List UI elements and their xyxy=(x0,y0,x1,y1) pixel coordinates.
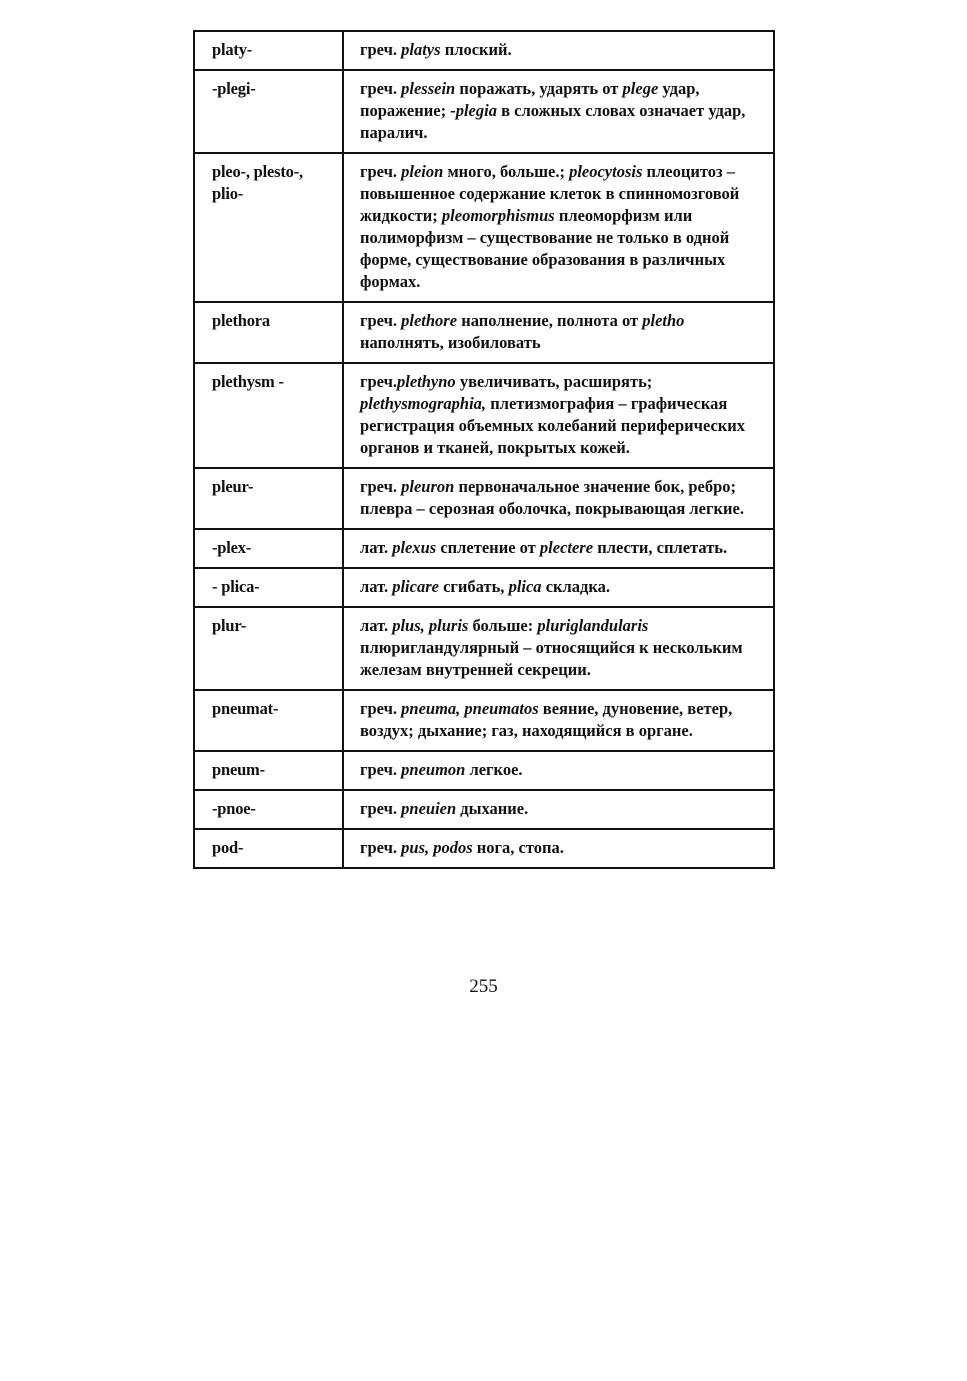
definition-text: увеличивать, расширять; xyxy=(455,372,653,391)
table-row xyxy=(194,751,774,790)
definition-text: нога, стопа. xyxy=(472,838,564,857)
definition-latin-term: pneuien xyxy=(401,799,457,818)
definition-text: греч. xyxy=(360,699,402,718)
definition-latin-term: plethysmographia, xyxy=(360,394,487,413)
definition-text: плетизмография – графическая регистрация объемных колебаний периферических органов и тканей, покрытых кожей. xyxy=(360,394,746,457)
definition-cell xyxy=(343,607,774,690)
definition-latin-term: plege xyxy=(622,79,659,98)
definition-text: веяние, дуновение, ветер, воздух; дыхание; газ, находящийся в органе. xyxy=(360,699,733,740)
definition-text: сплетение от xyxy=(436,538,540,557)
definition-cell xyxy=(343,153,774,302)
definition-latin-term: plica xyxy=(508,577,542,596)
definition-text: удар, поражение; xyxy=(360,79,700,120)
term-cell: plethysm - xyxy=(194,363,343,468)
table-row xyxy=(194,70,774,153)
term-cell: pod- xyxy=(194,829,343,868)
term-cell: plur- xyxy=(194,607,343,690)
definition-latin-term: plus, pluris xyxy=(392,616,469,635)
definition-cell xyxy=(343,751,774,790)
definition-text: плеоморфизм или полиморфизм – существование не только в одной форме, существование образования в различных формах. xyxy=(360,206,730,291)
definition-text: плеоцитоз – повышенное содержание клеток в спинномозговой жидкости; xyxy=(360,162,740,225)
definition-text: первоначальное значение бок, ребро; плевра – серозная оболочка, покрывающая легкие. xyxy=(360,477,744,518)
definition-cell xyxy=(343,829,774,868)
definition-cell xyxy=(343,31,774,70)
definition-latin-term: plethyno xyxy=(397,372,456,391)
definition-cell xyxy=(343,468,774,529)
definition-text: поражать, ударять от xyxy=(455,79,623,98)
definition-text: складка. xyxy=(541,577,611,596)
table-row xyxy=(194,153,774,302)
definition-latin-term: pleomorphismus xyxy=(441,206,555,225)
definition-text: много, больше.; xyxy=(443,162,570,181)
table-row xyxy=(194,790,774,829)
definition-latin-term: pleuron xyxy=(401,477,455,496)
term-cell: pneumat- xyxy=(194,690,343,751)
definition-text: греч. xyxy=(360,40,402,59)
definition-latin-term: pleocytosis xyxy=(569,162,643,181)
definition-text: греч. xyxy=(360,838,402,857)
term-cell: pleur- xyxy=(194,468,343,529)
table-row xyxy=(194,607,774,690)
definition-text: наполнение, полнота от xyxy=(457,311,643,330)
term-cell: - plica- xyxy=(194,568,343,607)
definition-latin-term: pleion xyxy=(401,162,444,181)
definition-text: в сложных словах означает удар, паралич. xyxy=(360,101,746,142)
definition-text: греч. xyxy=(360,799,402,818)
definition-latin-term: plexus xyxy=(392,538,437,557)
table-row xyxy=(194,468,774,529)
definition-text: больше: xyxy=(468,616,538,635)
definition-latin-term: plicare xyxy=(392,577,439,596)
definition-text: греч. xyxy=(360,372,398,391)
definition-latin-term: pus, podos xyxy=(401,838,473,857)
definition-latin-term: pluriglandularis xyxy=(537,616,649,635)
glossary-table xyxy=(193,30,775,869)
definition-text: лат. xyxy=(360,538,393,557)
table-row xyxy=(194,829,774,868)
definition-text: греч. xyxy=(360,477,402,496)
definition-text: плести, сплетать. xyxy=(593,538,728,557)
definition-cell xyxy=(343,529,774,568)
definition-text: греч. xyxy=(360,79,402,98)
definition-latin-term: pneumon xyxy=(401,760,466,779)
definition-latin-term: plessein xyxy=(401,79,456,98)
definition-text: лат. xyxy=(360,616,393,635)
definition-text: сгибать, xyxy=(438,577,509,596)
definition-text: легкое. xyxy=(465,760,523,779)
definition-cell xyxy=(343,790,774,829)
definition-text: греч. xyxy=(360,760,402,779)
definition-latin-term: pneuma, pneumatos xyxy=(401,699,539,718)
page-number: 255 xyxy=(469,976,498,997)
term-cell: -plex- xyxy=(194,529,343,568)
definition-latin-term: plethore xyxy=(401,311,458,330)
definition-latin-term: plectere xyxy=(539,538,594,557)
definition-text: греч. xyxy=(360,311,402,330)
table-row xyxy=(194,31,774,70)
term-cell: -plegi- xyxy=(194,70,343,153)
table-row xyxy=(194,529,774,568)
definition-text: лат. xyxy=(360,577,393,596)
definition-latin-term: pletho xyxy=(642,311,685,330)
definition-text: плюригландулярный – относящийся к нескольким железам внутренней секреции. xyxy=(360,638,743,679)
definition-cell xyxy=(343,302,774,363)
glossary-body xyxy=(194,31,774,868)
definition-latin-term: platys xyxy=(401,40,441,59)
definition-cell xyxy=(343,363,774,468)
table-row xyxy=(194,568,774,607)
term-cell: pleo-, plesto-, plio- xyxy=(194,153,343,302)
definition-cell xyxy=(343,70,774,153)
term-cell: pneum- xyxy=(194,751,343,790)
definition-text: греч. xyxy=(360,162,402,181)
term-cell: -pnoe- xyxy=(194,790,343,829)
definition-latin-term: -plegia xyxy=(450,101,497,120)
table-row xyxy=(194,302,774,363)
definition-cell xyxy=(343,568,774,607)
definition-cell xyxy=(343,690,774,751)
term-cell: platy- xyxy=(194,31,343,70)
definition-text: плоский. xyxy=(440,40,512,59)
table-row xyxy=(194,363,774,468)
table-row xyxy=(194,690,774,751)
definition-text: дыхание. xyxy=(456,799,529,818)
definition-text: наполнять, изобиловать xyxy=(360,333,541,352)
term-cell: plethora xyxy=(194,302,343,363)
